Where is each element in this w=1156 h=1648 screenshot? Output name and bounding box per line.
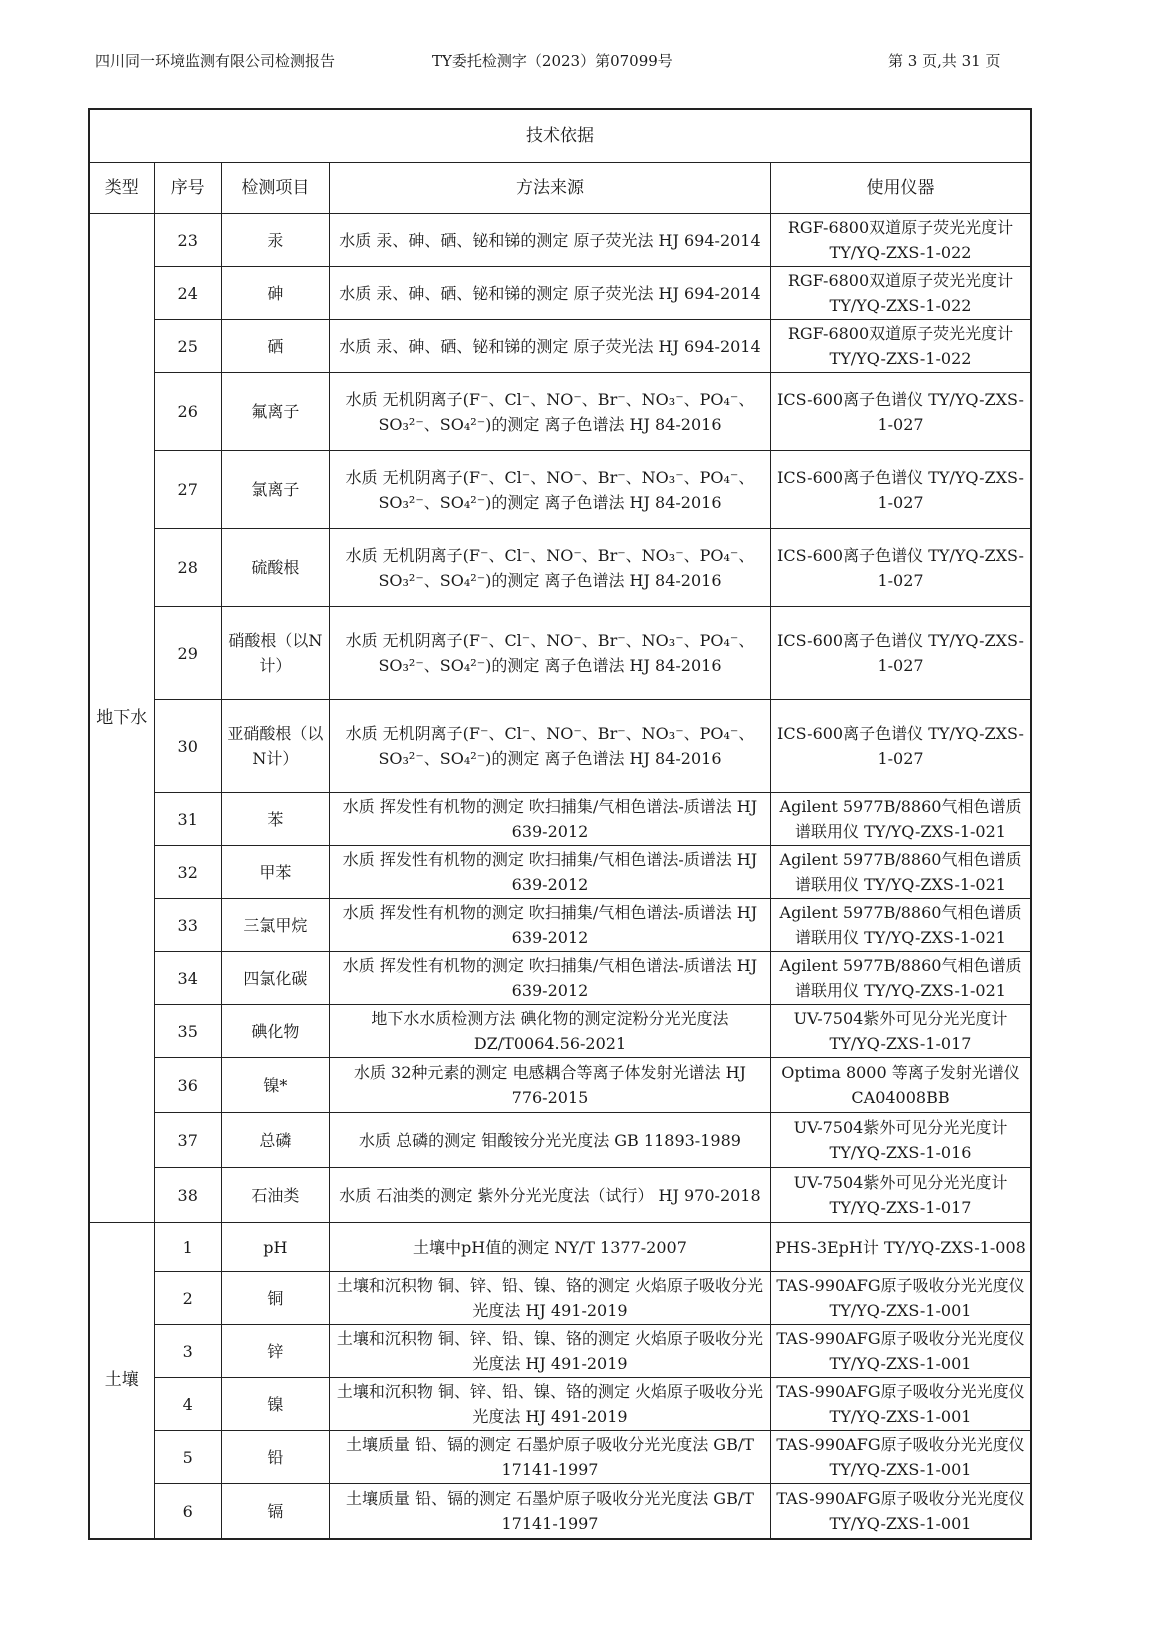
item-cell: 甲苯 <box>221 846 329 899</box>
table-row <box>89 1484 1031 1540</box>
no-cell: 26 <box>154 373 221 451</box>
table-row <box>89 846 1031 899</box>
table-row <box>89 1325 1031 1378</box>
instrument-cell: PHS-3EpH计 TY/YQ-ZXS-1-008 <box>771 1223 1032 1272</box>
no-cell: 6 <box>154 1484 221 1540</box>
header-page-number: 第 3 页,共 31 页 <box>888 52 1001 70</box>
method-cell: 水质 无机阴离子(F⁻、Cl⁻、NO⁻、Br⁻、NO₃⁻、PO₄⁻、SO₃²⁻、SO₄²⁻)的测定 离子色谱法 HJ 84-2016 <box>329 700 770 793</box>
table-row <box>89 700 1031 793</box>
instrument-cell: Agilent 5977B/8860气相色谱质谱联用仪 TY/YQ-ZXS-1-021 <box>771 793 1032 846</box>
no-cell: 29 <box>154 607 221 700</box>
table-row <box>89 1113 1031 1168</box>
item-cell: 亚硝酸根（以N计） <box>221 700 329 793</box>
no-cell: 31 <box>154 793 221 846</box>
table-row <box>89 529 1031 607</box>
table-row <box>89 607 1031 700</box>
table-row <box>89 1058 1031 1113</box>
instrument-cell: Agilent 5977B/8860气相色谱质谱联用仪 TY/YQ-ZXS-1-021 <box>771 846 1032 899</box>
no-cell: 36 <box>154 1058 221 1113</box>
no-cell: 3 <box>154 1325 221 1378</box>
no-cell: 2 <box>154 1272 221 1325</box>
item-cell: 三氯甲烷 <box>221 899 329 952</box>
instrument-cell: TAS-990AFG原子吸收分光光度仪 TY/YQ-ZXS-1-001 <box>771 1431 1032 1484</box>
technical-basis-table <box>88 108 1032 1540</box>
table-row <box>89 1431 1031 1484</box>
item-cell: 镍* <box>221 1058 329 1113</box>
method-cell: 水质 挥发性有机物的测定 吹扫捕集/气相色谱法-质谱法 HJ 639-2012 <box>329 793 770 846</box>
no-cell: 33 <box>154 899 221 952</box>
method-cell: 土壤和沉积物 铜、锌、铅、镍、铬的测定 火焰原子吸收分光光度法 HJ 491-2019 <box>329 1378 770 1431</box>
method-cell: 土壤质量 铅、镉的测定 石墨炉原子吸收分光光度法 GB/T 17141-1997 <box>329 1431 770 1484</box>
instrument-cell: ICS-600离子色谱仪 TY/YQ-ZXS-1-027 <box>771 373 1032 451</box>
method-cell: 土壤质量 铅、镉的测定 石墨炉原子吸收分光光度法 GB/T 17141-1997 <box>329 1484 770 1540</box>
instrument-cell: RGF-6800双道原子荧光光度计 TY/YQ-ZXS-1-022 <box>771 267 1032 320</box>
header-report-number: TY委托检测字（2023）第07099号 <box>432 52 673 70</box>
item-cell: 氯离子 <box>221 451 329 529</box>
method-cell: 土壤和沉积物 铜、锌、铅、镍、铬的测定 火焰原子吸收分光光度法 HJ 491-2019 <box>329 1272 770 1325</box>
no-cell: 38 <box>154 1168 221 1223</box>
instrument-cell: ICS-600离子色谱仪 TY/YQ-ZXS-1-027 <box>771 607 1032 700</box>
item-cell: 镉 <box>221 1484 329 1540</box>
item-cell: 碘化物 <box>221 1005 329 1058</box>
item-cell: 铜 <box>221 1272 329 1325</box>
table-row <box>89 793 1031 846</box>
no-cell: 32 <box>154 846 221 899</box>
item-cell: 硫酸根 <box>221 529 329 607</box>
table-row <box>89 451 1031 529</box>
no-cell: 5 <box>154 1431 221 1484</box>
item-cell: 总磷 <box>221 1113 329 1168</box>
method-cell: 水质 汞、砷、硒、铋和锑的测定 原子荧光法 HJ 694-2014 <box>329 267 770 320</box>
method-cell: 水质 无机阴离子(F⁻、Cl⁻、NO⁻、Br⁻、NO₃⁻、PO₄⁻、SO₃²⁻、SO₄²⁻)的测定 离子色谱法 HJ 84-2016 <box>329 607 770 700</box>
no-cell: 1 <box>154 1223 221 1272</box>
instrument-cell: UV-7504紫外可见分光光度计 TY/YQ-ZXS-1-017 <box>771 1168 1032 1223</box>
category-cell: 地下水 <box>89 214 154 1223</box>
instrument-cell: Agilent 5977B/8860气相色谱质谱联用仪 TY/YQ-ZXS-1-021 <box>771 899 1032 952</box>
method-cell: 水质 石油类的测定 紫外分光光度法（试行） HJ 970-2018 <box>329 1168 770 1223</box>
item-cell: 硝酸根（以N计） <box>221 607 329 700</box>
method-cell: 水质 汞、砷、硒、铋和锑的测定 原子荧光法 HJ 694-2014 <box>329 320 770 373</box>
instrument-cell: Agilent 5977B/8860气相色谱质谱联用仪 TY/YQ-ZXS-1-021 <box>771 952 1032 1005</box>
method-cell: 水质 无机阴离子(F⁻、Cl⁻、NO⁻、Br⁻、NO₃⁻、PO₄⁻、SO₃²⁻、SO₄²⁻)的测定 离子色谱法 HJ 84-2016 <box>329 373 770 451</box>
no-cell: 30 <box>154 700 221 793</box>
table-row <box>89 320 1031 373</box>
item-cell: 铅 <box>221 1431 329 1484</box>
method-cell: 水质 挥发性有机物的测定 吹扫捕集/气相色谱法-质谱法 HJ 639-2012 <box>329 899 770 952</box>
category-cell: 土壤 <box>89 1223 154 1540</box>
no-cell: 37 <box>154 1113 221 1168</box>
method-cell: 水质 32种元素的测定 电感耦合等离子体发射光谱法 HJ 776-2015 <box>329 1058 770 1113</box>
no-cell: 27 <box>154 451 221 529</box>
instrument-cell: RGF-6800双道原子荧光光度计 TY/YQ-ZXS-1-022 <box>771 320 1032 373</box>
table-row <box>89 1272 1031 1325</box>
no-cell: 35 <box>154 1005 221 1058</box>
col-no-header: 序号 <box>154 163 221 214</box>
method-cell: 地下水水质检测方法 碘化物的测定淀粉分光光度法 DZ/T0064.56-2021 <box>329 1005 770 1058</box>
col-instrument-header: 使用仪器 <box>771 163 1032 214</box>
table-row <box>89 267 1031 320</box>
instrument-cell: ICS-600离子色谱仪 TY/YQ-ZXS-1-027 <box>771 451 1032 529</box>
no-cell: 25 <box>154 320 221 373</box>
col-method-header: 方法来源 <box>329 163 770 214</box>
instrument-cell: TAS-990AFG原子吸收分光光度仪 TY/YQ-ZXS-1-001 <box>771 1378 1032 1431</box>
instrument-cell: TAS-990AFG原子吸收分光光度仪 TY/YQ-ZXS-1-001 <box>771 1484 1032 1540</box>
table-row <box>89 952 1031 1005</box>
table-row <box>89 1378 1031 1431</box>
method-cell: 土壤和沉积物 铜、锌、铅、镍、铬的测定 火焰原子吸收分光光度法 HJ 491-2019 <box>329 1325 770 1378</box>
table-row <box>89 1223 1031 1272</box>
method-cell: 水质 汞、砷、硒、铋和锑的测定 原子荧光法 HJ 694-2014 <box>329 214 770 267</box>
item-cell: pH <box>221 1223 329 1272</box>
instrument-cell: TAS-990AFG原子吸收分光光度仪 TY/YQ-ZXS-1-001 <box>771 1325 1032 1378</box>
table-row <box>89 373 1031 451</box>
table-row <box>89 1005 1031 1058</box>
no-cell: 28 <box>154 529 221 607</box>
method-cell: 水质 无机阴离子(F⁻、Cl⁻、NO⁻、Br⁻、NO₃⁻、PO₄⁻、SO₃²⁻、SO₄²⁻)的测定 离子色谱法 HJ 84-2016 <box>329 451 770 529</box>
method-cell: 水质 挥发性有机物的测定 吹扫捕集/气相色谱法-质谱法 HJ 639-2012 <box>329 952 770 1005</box>
instrument-cell: UV-7504紫外可见分光光度计 TY/YQ-ZXS-1-017 <box>771 1005 1032 1058</box>
header-company: 四川同一环境监测有限公司检测报告 <box>95 52 336 70</box>
item-cell: 石油类 <box>221 1168 329 1223</box>
col-type-header: 类型 <box>89 163 154 214</box>
method-cell: 水质 无机阴离子(F⁻、Cl⁻、NO⁻、Br⁻、NO₃⁻、PO₄⁻、SO₃²⁻、SO₄²⁻)的测定 离子色谱法 HJ 84-2016 <box>329 529 770 607</box>
table-row <box>89 214 1031 267</box>
table-title: 技术依据 <box>89 109 1031 163</box>
item-cell: 砷 <box>221 267 329 320</box>
no-cell: 24 <box>154 267 221 320</box>
instrument-cell: ICS-600离子色谱仪 TY/YQ-ZXS-1-027 <box>771 700 1032 793</box>
column-header-row <box>89 163 1031 214</box>
item-cell: 汞 <box>221 214 329 267</box>
method-cell: 水质 总磷的测定 钼酸铵分光光度法 GB 11893-1989 <box>329 1113 770 1168</box>
item-cell: 四氯化碳 <box>221 952 329 1005</box>
instrument-cell: UV-7504紫外可见分光光度计 TY/YQ-ZXS-1-016 <box>771 1113 1032 1168</box>
item-cell: 镍 <box>221 1378 329 1431</box>
no-cell: 34 <box>154 952 221 1005</box>
no-cell: 23 <box>154 214 221 267</box>
method-cell: 土壤中pH值的测定 NY/T 1377-2007 <box>329 1223 770 1272</box>
item-cell: 氟离子 <box>221 373 329 451</box>
method-cell: 水质 挥发性有机物的测定 吹扫捕集/气相色谱法-质谱法 HJ 639-2012 <box>329 846 770 899</box>
table-row <box>89 899 1031 952</box>
no-cell: 4 <box>154 1378 221 1431</box>
item-cell: 锌 <box>221 1325 329 1378</box>
instrument-cell: TAS-990AFG原子吸收分光光度仪 TY/YQ-ZXS-1-001 <box>771 1272 1032 1325</box>
item-cell: 硒 <box>221 320 329 373</box>
instrument-cell: ICS-600离子色谱仪 TY/YQ-ZXS-1-027 <box>771 529 1032 607</box>
item-cell: 苯 <box>221 793 329 846</box>
col-item-header: 检测项目 <box>221 163 329 214</box>
instrument-cell: RGF-6800双道原子荧光光度计 TY/YQ-ZXS-1-022 <box>771 214 1032 267</box>
table-row <box>89 1168 1031 1223</box>
instrument-cell: Optima 8000 等离子发射光谱仪 CA04008BB <box>771 1058 1032 1113</box>
